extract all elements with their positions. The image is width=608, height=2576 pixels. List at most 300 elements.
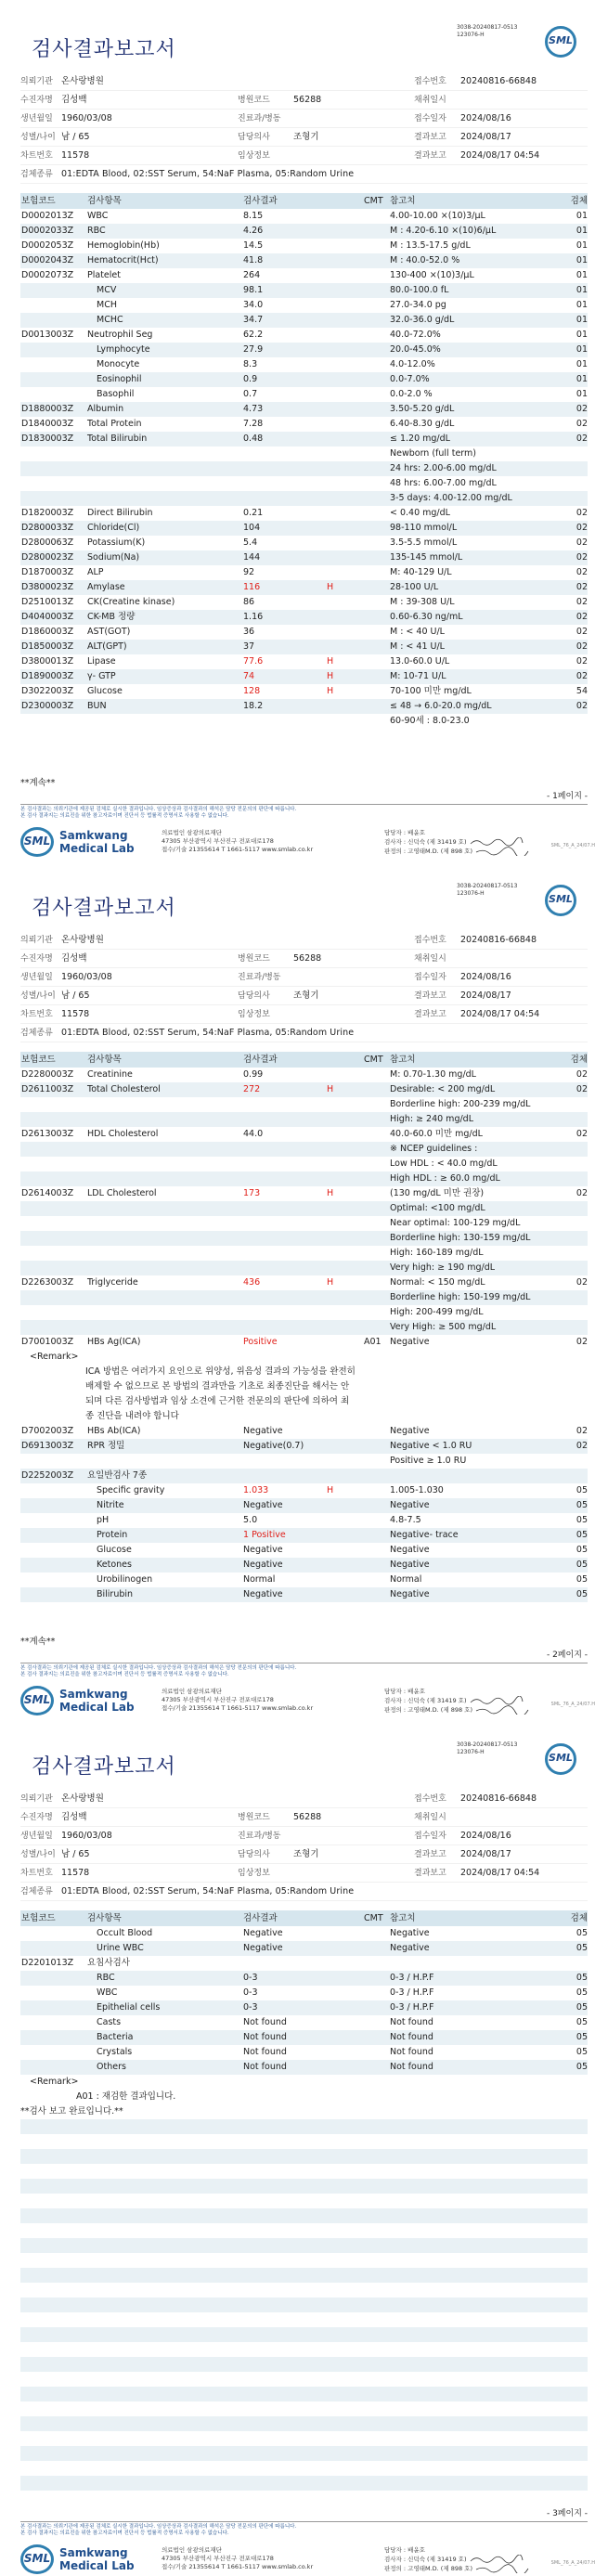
table-row bbox=[20, 669, 588, 684]
result-cmt bbox=[364, 253, 382, 268]
result-flag bbox=[327, 1424, 364, 1439]
test-item: RBC bbox=[87, 226, 106, 236]
test-item: Basophil bbox=[97, 389, 135, 399]
table-row bbox=[20, 461, 588, 476]
label-clinical: 임상정보 bbox=[238, 1869, 270, 1878]
patient-info bbox=[20, 72, 588, 184]
insurance-code: D1840003Z bbox=[21, 419, 74, 429]
insurance-code bbox=[20, 1926, 87, 1941]
reference-range: Negative bbox=[390, 1928, 430, 1938]
report-title: 검사결과보고서 bbox=[32, 1755, 176, 1779]
receipt-date: 2024/08/16 bbox=[460, 972, 511, 982]
insurance-code bbox=[20, 298, 87, 313]
report-title: 검사결과보고서 bbox=[32, 38, 176, 61]
table-row bbox=[20, 1971, 588, 1986]
test-result: Negative bbox=[243, 1943, 283, 1953]
insurance-code: D4040003Z bbox=[21, 612, 74, 622]
header-result: 검사결과 bbox=[243, 1913, 278, 1923]
table-row bbox=[20, 2045, 588, 2060]
test-item: Monocyte bbox=[97, 359, 140, 369]
header-code: 보험코드 bbox=[21, 196, 56, 206]
result-cmt bbox=[364, 610, 382, 625]
reference-range: Optimal: <100 mg/dL bbox=[390, 1203, 485, 1213]
test-result: Not found bbox=[243, 2047, 287, 2057]
lab-brand bbox=[20, 2544, 588, 2576]
reference-range: 1.005-1.030 bbox=[390, 1485, 444, 1495]
specimen-class bbox=[555, 1320, 588, 1335]
specimen-class: 05 bbox=[576, 1943, 588, 1953]
test-result: 436 bbox=[243, 1277, 261, 1288]
reference-range: 60-90세 : 8.0-23.0 bbox=[390, 716, 470, 726]
sml-brand-logo-icon: SML bbox=[20, 2544, 54, 2574]
test-item: HDL Cholesterol bbox=[87, 1129, 159, 1139]
specimen-class: 05 bbox=[576, 2032, 588, 2042]
specimen-class bbox=[555, 461, 588, 476]
label-specimen: 검체종류 bbox=[20, 1029, 53, 1038]
test-result: 173 bbox=[243, 1188, 261, 1198]
insurance-code bbox=[20, 1587, 87, 1602]
test-result bbox=[243, 1157, 327, 1171]
reference-range: 13.0-60.0 U/L bbox=[390, 656, 450, 667]
blank-row bbox=[20, 2401, 588, 2416]
sign-line-3-wrap bbox=[384, 1705, 533, 1715]
specimen-class: 02 bbox=[576, 671, 588, 681]
reference-range: M: 0.70-1.30 mg/dL bbox=[390, 1069, 476, 1080]
result-cmt bbox=[364, 1513, 382, 1528]
footnote-1: 본 검사결과는 의뢰기관에 제공된 검체로 실시한 결과입니다. 임상증상과 검사결과의 해석은 담당 전문의의 판단에 따릅니다. bbox=[20, 807, 297, 812]
sign-line-1: 담당자 : 배윤호 bbox=[384, 1688, 425, 1695]
reference-range: 4.8-7.5 bbox=[390, 1515, 421, 1525]
result-cmt bbox=[364, 1171, 382, 1186]
insurance-code bbox=[20, 1558, 87, 1573]
insurance-code: D2201013Z bbox=[21, 1958, 74, 1968]
test-item: Lymphocyte bbox=[97, 344, 150, 355]
result-cmt bbox=[364, 1558, 382, 1573]
table-row bbox=[20, 1986, 588, 2000]
table-row bbox=[20, 239, 588, 253]
specimen-class: 02 bbox=[576, 1129, 588, 1139]
test-item: AST(GOT) bbox=[87, 627, 131, 637]
reference-range bbox=[382, 1469, 555, 1483]
test-result bbox=[243, 1201, 327, 1216]
test-result bbox=[243, 1305, 327, 1320]
result-flag bbox=[327, 417, 364, 432]
continue-note: **계속** bbox=[20, 1637, 56, 1647]
result-cmt bbox=[364, 402, 382, 417]
table-row bbox=[20, 1112, 588, 1127]
result-cmt bbox=[364, 1424, 382, 1439]
test-result: 5.0 bbox=[243, 1515, 258, 1525]
insurance-code: D0002013Z bbox=[21, 211, 74, 221]
table-row bbox=[20, 328, 588, 343]
result-flag bbox=[327, 1127, 364, 1142]
result-cmt bbox=[364, 595, 382, 610]
reference-range: M : 13.5-17.5 g/dL bbox=[390, 240, 471, 251]
reference-range: 98-110 mmol/L bbox=[390, 523, 458, 533]
test-item bbox=[87, 1097, 243, 1112]
test-item: Glucose bbox=[97, 1545, 132, 1555]
reference-range: Not found bbox=[390, 2062, 433, 2072]
receipt-number: 20240816-66848 bbox=[460, 1793, 537, 1804]
test-item: Protein bbox=[97, 1530, 128, 1540]
test-item: Bacteria bbox=[97, 2032, 134, 2042]
table-row bbox=[20, 536, 588, 550]
reference-range: 135-145 mmol/L bbox=[390, 552, 463, 563]
table-row bbox=[20, 1157, 588, 1171]
specimen-class: 02 bbox=[576, 419, 588, 429]
sign-line-2: 검사자 : 신덕숙 (제 31419 호) bbox=[384, 2556, 467, 2563]
result-cmt bbox=[364, 432, 382, 447]
result-cmt bbox=[364, 2000, 382, 2015]
reference-range: 0.0-7.0% bbox=[390, 374, 430, 384]
table-row bbox=[20, 1275, 588, 1290]
hospital-code: 56288 bbox=[293, 1812, 322, 1822]
blank-row bbox=[20, 2179, 588, 2194]
info-row bbox=[20, 987, 588, 1005]
table-row bbox=[20, 253, 588, 268]
specimen-class: 05 bbox=[576, 2017, 588, 2027]
page-code: SML_76_A_24/07.H bbox=[550, 1702, 595, 1707]
label-report-date-2: 결과보고 bbox=[414, 1869, 446, 1878]
insurance-code bbox=[20, 461, 87, 476]
result-cmt bbox=[364, 1068, 382, 1082]
signature-icon bbox=[469, 837, 524, 847]
reference-range: Newborn (full term) bbox=[390, 448, 476, 459]
test-item: γ- GTP bbox=[87, 671, 116, 681]
result-flag bbox=[327, 1171, 364, 1186]
insurance-code bbox=[20, 1543, 87, 1558]
label-name: 수진자명 bbox=[20, 96, 53, 105]
reference-range: Very high: ≥ 190 mg/dL bbox=[390, 1262, 496, 1273]
result-flag bbox=[327, 1439, 364, 1454]
blank-row bbox=[20, 2387, 588, 2401]
blank-row bbox=[20, 2357, 588, 2372]
page-code: SML_76_A_24/07.H bbox=[550, 2560, 595, 2566]
insurance-code bbox=[20, 1573, 87, 1587]
reference-range: Negative bbox=[390, 1500, 430, 1510]
document-number bbox=[457, 1741, 517, 1756]
result-flag bbox=[327, 2060, 364, 2075]
table-row bbox=[20, 268, 588, 283]
table-row bbox=[20, 625, 588, 640]
info-row bbox=[20, 1845, 588, 1864]
report-page bbox=[0, 0, 608, 859]
result-cmt bbox=[364, 2030, 382, 2045]
test-result: Not found bbox=[243, 2062, 287, 2072]
reference-range: Low HDL : < 40.0 mg/dL bbox=[390, 1159, 498, 1169]
reference-range: Near optimal: 100-129 mg/dL bbox=[390, 1218, 521, 1228]
result-flag bbox=[327, 2000, 364, 2015]
table-row bbox=[20, 283, 588, 298]
specimen-class: 01 bbox=[576, 255, 588, 265]
reference-range: Negative- trace bbox=[390, 1530, 459, 1540]
table-row bbox=[20, 402, 588, 417]
test-item: Lipase bbox=[87, 656, 116, 667]
test-result: 8.15 bbox=[243, 211, 264, 221]
result-cmt bbox=[364, 625, 382, 640]
results-header bbox=[20, 1052, 588, 1068]
test-result bbox=[243, 1469, 327, 1483]
label-report-date-2: 결과보고 bbox=[414, 1010, 446, 1019]
test-result: 4.73 bbox=[243, 404, 264, 414]
test-result: 128 bbox=[243, 686, 261, 696]
test-result bbox=[243, 1290, 327, 1305]
result-flag bbox=[327, 209, 364, 224]
reference-range: High HDL : ≥ 60.0 mg/dL bbox=[390, 1173, 500, 1184]
reference-range: 3.50-5.20 g/dL bbox=[390, 404, 455, 414]
result-flag bbox=[327, 1971, 364, 1986]
result-flag bbox=[327, 1469, 364, 1483]
test-item: RBC bbox=[97, 1973, 115, 1983]
insurance-code bbox=[20, 1142, 87, 1157]
chart-number: 11578 bbox=[61, 1868, 90, 1878]
test-item: Specific gravity bbox=[97, 1485, 165, 1495]
result-flag bbox=[327, 491, 364, 506]
test-result bbox=[243, 1261, 327, 1275]
test-result bbox=[243, 1231, 327, 1246]
signature-icon bbox=[474, 2564, 530, 2573]
sex-age: 남 / 65 bbox=[61, 1849, 90, 1859]
label-receipt-no: 접수번호 bbox=[414, 1794, 446, 1804]
label-clinic: 의뢰기관 bbox=[20, 77, 53, 86]
result-cmt bbox=[364, 1483, 382, 1498]
label-dept: 진료과/병동 bbox=[238, 973, 281, 982]
header-cls: 검체 bbox=[570, 196, 588, 206]
result-cmt bbox=[364, 1439, 382, 1454]
test-result bbox=[243, 491, 327, 506]
result-flag bbox=[327, 357, 364, 372]
test-result: 7.28 bbox=[243, 419, 264, 429]
insurance-code: D1890003Z bbox=[21, 671, 74, 681]
specimen-class: 05 bbox=[576, 1500, 588, 1510]
result-flag bbox=[327, 1587, 364, 1602]
header-cmt: CMT bbox=[364, 196, 383, 206]
lab-addr: 47305 부산광역시 부산진구 전포대로178 bbox=[162, 837, 274, 845]
test-result: 0.21 bbox=[243, 508, 264, 518]
table-row bbox=[20, 1290, 588, 1305]
signatures bbox=[384, 827, 533, 859]
specimen-class: 05 bbox=[576, 2002, 588, 2013]
lab-org: 의료법인 삼광의료재단 bbox=[162, 829, 222, 836]
result-flag bbox=[327, 1261, 364, 1275]
label-report-date-2: 결과보고 bbox=[414, 151, 446, 161]
label-collect: 채취일시 bbox=[414, 96, 446, 105]
test-item: Chloride(Cl) bbox=[87, 523, 140, 533]
test-item: WBC bbox=[87, 211, 109, 221]
test-item bbox=[87, 1231, 243, 1246]
label-doctor: 담당의사 bbox=[238, 991, 270, 1001]
result-flag bbox=[327, 565, 364, 580]
test-item: Neutrophil Seg bbox=[87, 330, 153, 340]
specimen-class: 02 bbox=[576, 1426, 588, 1436]
signature-icon bbox=[474, 847, 530, 856]
clinical-info bbox=[293, 1005, 414, 1023]
result-cmt bbox=[364, 1097, 382, 1112]
specimen-class: 05 bbox=[576, 1485, 588, 1495]
result-cmt bbox=[364, 313, 382, 328]
result-flag: H bbox=[327, 671, 334, 681]
test-result: Negative bbox=[243, 1589, 283, 1599]
test-item: Others bbox=[97, 2062, 126, 2072]
footnote-2: 본 검사 결과지는 의료진을 위한 참고자료이며 진단서 등 법률적 증명서로 사용할 수 없습니다. bbox=[20, 813, 229, 819]
table-row bbox=[20, 1097, 588, 1112]
insurance-code bbox=[20, 1454, 87, 1469]
insurance-code: D2510013Z bbox=[21, 597, 74, 607]
result-cmt bbox=[364, 1216, 382, 1231]
reference-range: 0-3 / H.P.F bbox=[390, 2002, 434, 2013]
test-item: Nitrite bbox=[97, 1500, 124, 1510]
test-result: 0-3 bbox=[243, 1987, 258, 1998]
table-row bbox=[20, 491, 588, 506]
test-result bbox=[243, 1454, 327, 1469]
reference-range: ≤ 1.20 mg/dL bbox=[390, 434, 450, 444]
reference-range: Not found bbox=[390, 2017, 433, 2027]
result-cmt bbox=[364, 1142, 382, 1157]
table-row bbox=[20, 1261, 588, 1275]
specimen-class: 02 bbox=[576, 537, 588, 548]
result-cmt bbox=[364, 1305, 382, 1320]
test-result: 34.7 bbox=[243, 315, 264, 325]
specimen-class: 02 bbox=[576, 1069, 588, 1080]
chart-number: 11578 bbox=[61, 1009, 90, 1019]
result-flag bbox=[327, 1528, 364, 1543]
table-row bbox=[20, 565, 588, 580]
sml-logo-icon: SML bbox=[545, 885, 576, 916]
sign-line-2: 검사자 : 신덕숙 (제 31419 호) bbox=[384, 1697, 467, 1704]
test-item: Total Cholesterol bbox=[87, 1084, 161, 1094]
specimen-class: 02 bbox=[576, 508, 588, 518]
result-flag bbox=[327, 714, 364, 729]
label-receipt-no: 접수번호 bbox=[414, 936, 446, 945]
results-table bbox=[20, 1052, 588, 1602]
test-result: Negative bbox=[243, 1560, 283, 1570]
sign-line-3-wrap bbox=[384, 2564, 533, 2573]
test-result: 5.4 bbox=[243, 537, 258, 548]
specimen-class: 01 bbox=[576, 359, 588, 369]
sex-age: 남 / 65 bbox=[61, 132, 90, 142]
result-cmt: A01 bbox=[364, 1337, 382, 1347]
blank-row bbox=[20, 2134, 588, 2149]
lab-org: 의료법인 삼광의료재단 bbox=[162, 1688, 222, 1695]
specimen-class: 02 bbox=[576, 1277, 588, 1288]
insurance-code bbox=[20, 447, 87, 461]
table-row bbox=[20, 387, 588, 402]
test-item: HBs Ab(ICA) bbox=[87, 1426, 141, 1436]
test-item: Total Protein bbox=[87, 419, 142, 429]
specimen-class: 01 bbox=[576, 330, 588, 340]
table-row bbox=[20, 550, 588, 565]
department bbox=[293, 110, 414, 127]
insurance-code bbox=[20, 1261, 87, 1275]
reference-range: Negative bbox=[390, 1426, 430, 1436]
label-sexage: 성별/나이 bbox=[20, 1850, 56, 1859]
receipt-date: 2024/08/16 bbox=[460, 1831, 511, 1841]
insurance-code bbox=[20, 491, 87, 506]
result-flag bbox=[327, 1335, 364, 1350]
remark-line: 되며 다른 검사방법과 임상 소견에 근거한 전문의의 판단에 의하여 최 bbox=[85, 1396, 350, 1406]
insurance-code bbox=[20, 1171, 87, 1186]
report-end-note: **검사 보고 완료입니다.** bbox=[20, 2106, 123, 2116]
test-item: Hematocrit(Hct) bbox=[87, 255, 159, 265]
brand-name: Samkwang Medical Lab bbox=[59, 829, 135, 855]
specimen-class bbox=[555, 1956, 588, 1971]
test-item bbox=[87, 1320, 243, 1335]
remark-line: 배제할 수 없으므로 본 방법의 결과만을 기초로 최종진단을 해서는 안 bbox=[85, 1381, 350, 1392]
insurance-code bbox=[20, 2060, 87, 2075]
reference-range: Normal bbox=[390, 1574, 422, 1585]
result-cmt bbox=[364, 1112, 382, 1127]
specimen-class bbox=[555, 447, 588, 461]
reference-range: 28-100 U/L bbox=[390, 582, 439, 592]
reference-range: 27.0-34.0 pg bbox=[390, 300, 446, 310]
test-result bbox=[243, 476, 327, 491]
insurance-code: D7002003Z bbox=[21, 1426, 74, 1436]
header-ref: 참고치 bbox=[390, 1913, 416, 1923]
specimen-class bbox=[555, 1112, 588, 1127]
specimen-class: 01 bbox=[576, 285, 588, 295]
test-item bbox=[87, 1246, 243, 1261]
patient-name: 김성백 bbox=[61, 1812, 87, 1822]
test-item bbox=[87, 447, 243, 461]
test-result bbox=[243, 1246, 327, 1261]
table-row bbox=[20, 1127, 588, 1142]
table-row bbox=[20, 684, 588, 699]
result-cmt bbox=[364, 2015, 382, 2030]
specimen-class: 01 bbox=[576, 211, 588, 221]
table-row bbox=[20, 1231, 588, 1246]
result-cmt bbox=[364, 1926, 382, 1941]
specimen-class: 02 bbox=[576, 627, 588, 637]
insurance-code bbox=[20, 283, 87, 298]
table-row bbox=[20, 209, 588, 224]
insurance-code bbox=[20, 476, 87, 491]
insurance-code bbox=[20, 1216, 87, 1231]
insurance-code: D2614003Z bbox=[21, 1188, 74, 1198]
report-header bbox=[20, 1734, 588, 1788]
result-flag bbox=[327, 432, 364, 447]
table-row bbox=[20, 224, 588, 239]
table-row bbox=[20, 476, 588, 491]
test-result: 14.5 bbox=[243, 240, 264, 251]
label-collect: 채취일시 bbox=[414, 954, 446, 964]
lab-brand bbox=[20, 827, 588, 859]
result-cmt bbox=[364, 1082, 382, 1097]
test-item bbox=[87, 1142, 243, 1157]
test-item: 요일반검사 7종 bbox=[87, 1470, 148, 1481]
result-cmt bbox=[364, 714, 382, 729]
result-flag bbox=[327, 521, 364, 536]
specimen-class: 05 bbox=[576, 1530, 588, 1540]
test-result: 4.26 bbox=[243, 226, 264, 236]
blank-row bbox=[20, 2327, 588, 2342]
result-flag bbox=[327, 372, 364, 387]
result-flag bbox=[327, 536, 364, 550]
results-table bbox=[20, 1910, 588, 2491]
test-item: pH bbox=[97, 1515, 110, 1525]
sign-line-3-wrap bbox=[384, 847, 533, 856]
insurance-code: D1880003Z bbox=[21, 404, 74, 414]
blank-row bbox=[20, 2298, 588, 2312]
result-flag bbox=[327, 1941, 364, 1956]
document-number bbox=[457, 24, 517, 39]
table-row bbox=[20, 343, 588, 357]
blank-row bbox=[20, 2238, 588, 2253]
insurance-code: D1860003Z bbox=[21, 627, 74, 637]
hospital-code: 56288 bbox=[293, 95, 322, 105]
department bbox=[293, 1827, 414, 1845]
department bbox=[293, 968, 414, 986]
clinical-info bbox=[293, 147, 414, 164]
